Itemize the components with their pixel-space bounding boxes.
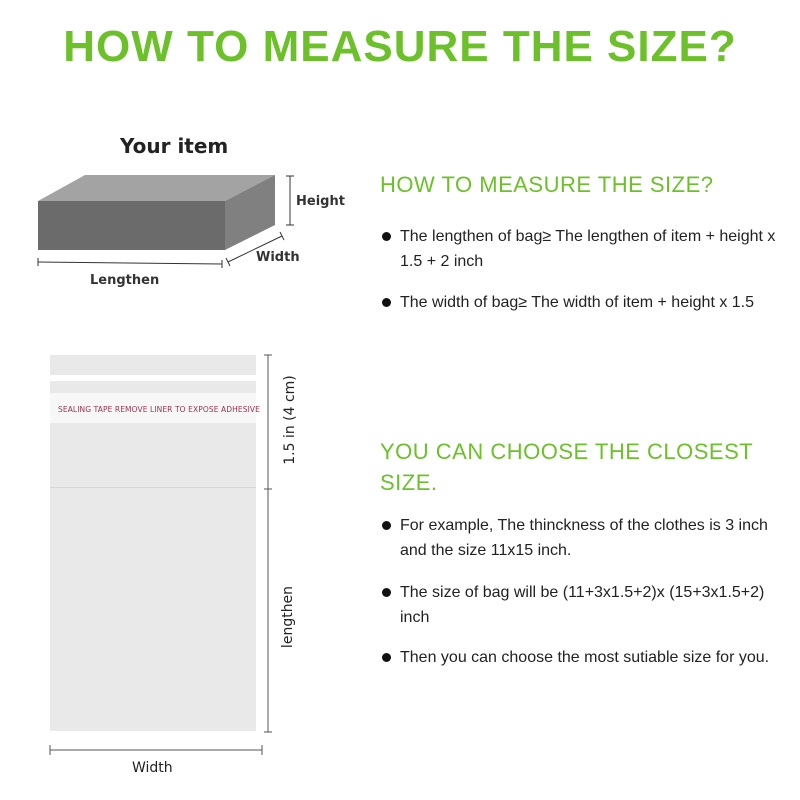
bullet-text: The lengthen of bag≥ The lengthen of item + height x 1.5 + 2 inch [400, 228, 776, 270]
bullet-dot-icon [382, 588, 391, 597]
bullet-text: The size of bag will be (11+3x1.5+2)x (15+3x1.5+2) inch [400, 584, 765, 626]
bag-seal-strip [50, 375, 256, 381]
box-front-face [38, 201, 225, 250]
bag-lengthen-label: lengthen [280, 585, 296, 649]
bullet-dot-icon [382, 653, 391, 662]
lengthen-label: Lengthen [90, 273, 160, 288]
list-item [380, 580, 790, 630]
liner-text: SEALING TAPE REMOVE LINER TO EXPOSE ADHESIVE [58, 405, 260, 414]
bullet-dot-icon [382, 521, 391, 530]
bullet-dot-icon [382, 298, 391, 307]
list-item [380, 224, 790, 274]
bullet-text: For example, The thinckness of the clothes is 3 inch and the size 11x15 inch. [400, 517, 768, 559]
section-title-measure: HOW TO MEASURE THE SIZE? [380, 172, 714, 197]
section-title-choose: YOU CAN CHOOSE THE CLOSEST SIZE. [380, 439, 753, 495]
page-title: HOW TO MEASURE THE SIZE? [63, 22, 737, 71]
lengthen-dimension-line [38, 262, 222, 264]
list-item [380, 290, 790, 315]
flap-size-label: 1.5 in (4 cm) [282, 375, 298, 465]
list-item [380, 513, 790, 563]
bullet-text: Then you can choose the most sutiable size for you. [400, 649, 770, 666]
bag-width-label: Width [132, 760, 173, 776]
list-item [380, 645, 790, 670]
height-label: Height [296, 194, 345, 209]
item-diagram-title: Your item [120, 134, 229, 158]
bullet-text: The width of bag≥ The width of item + height x 1.5 [400, 294, 755, 311]
width-label: Width [256, 250, 300, 265]
bullet-dot-icon [382, 232, 391, 241]
bag-flap-line [50, 487, 256, 488]
